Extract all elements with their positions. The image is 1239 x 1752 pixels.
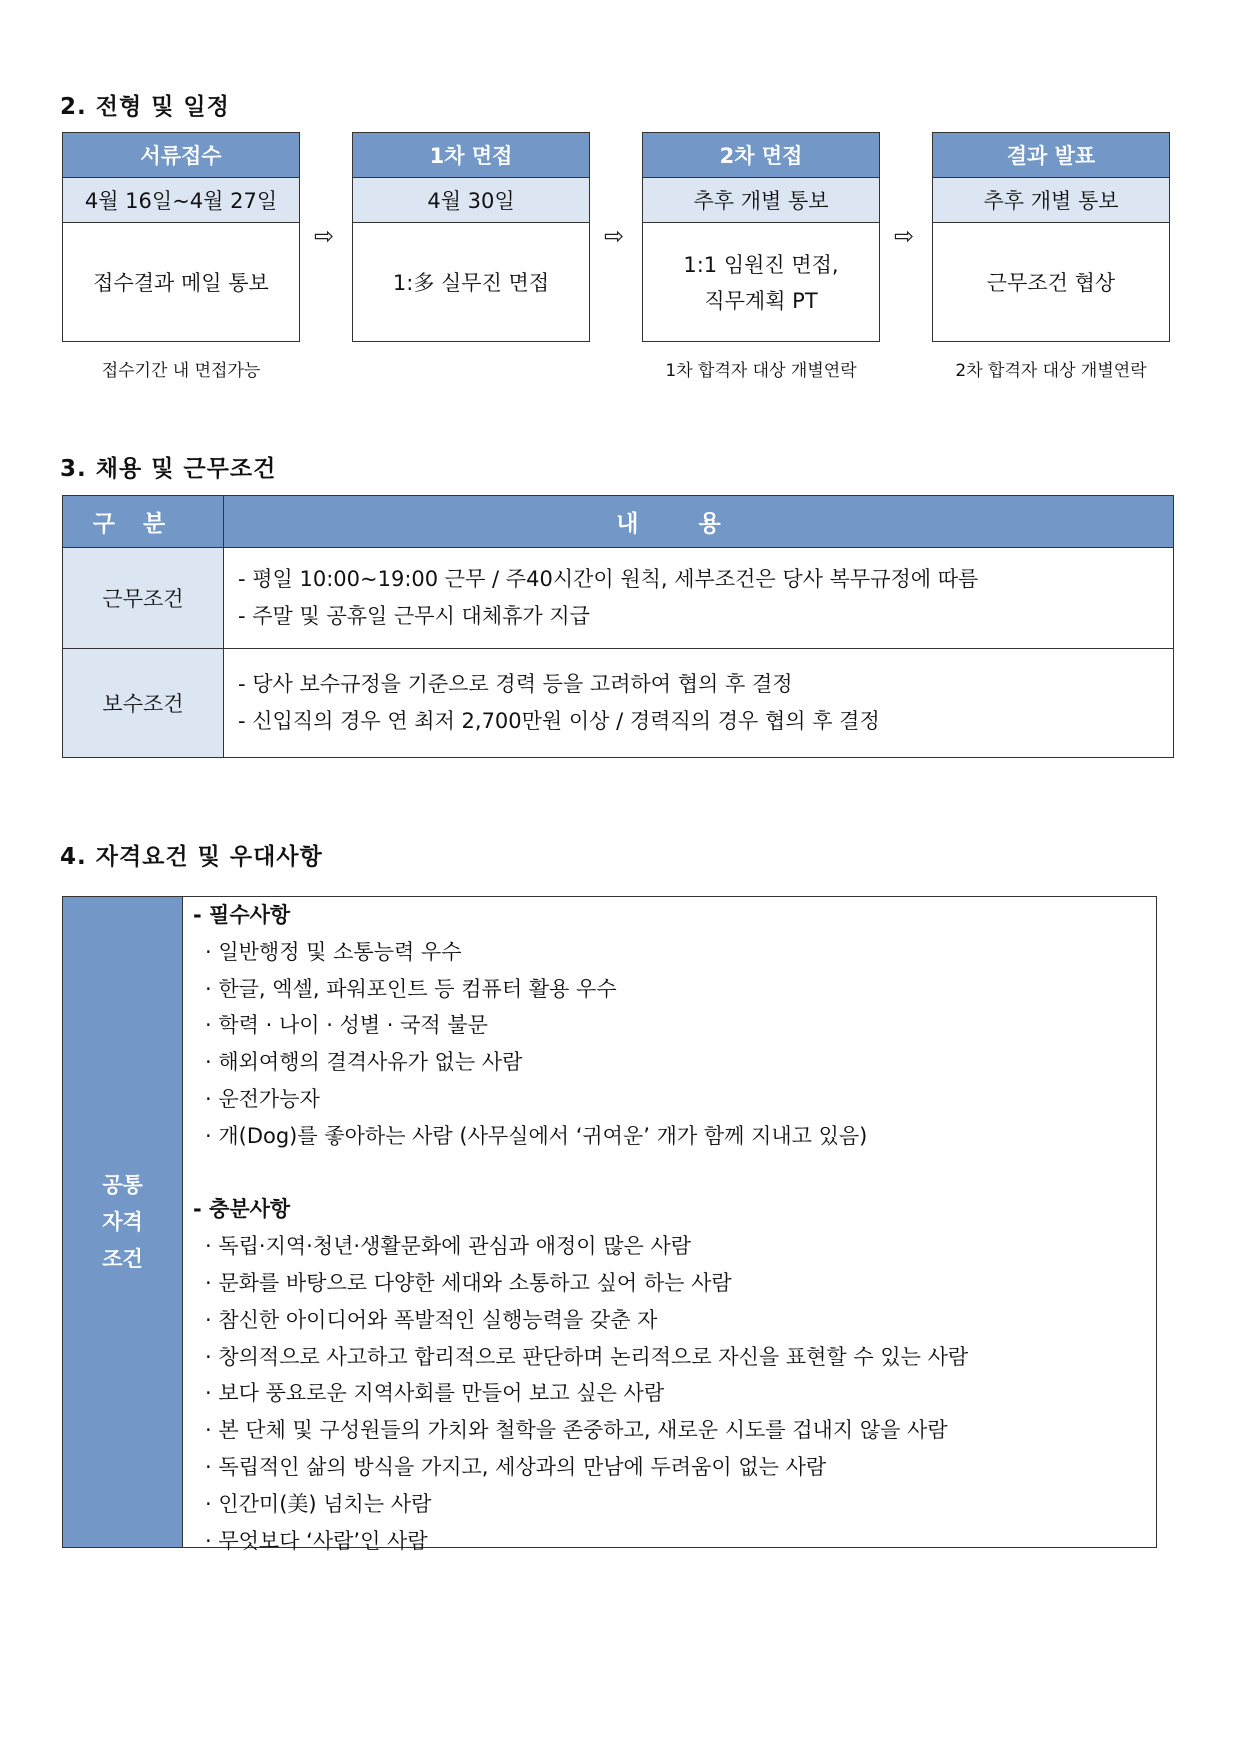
side-label-line: 조건 [102, 1246, 143, 1271]
step-date: 추후 개별 통보 [933, 178, 1169, 223]
step-date: 4월 30일 [353, 178, 589, 223]
step-body-line: 1:多 실무진 면접 [392, 271, 550, 295]
arrow-right-icon: ⇨ [604, 222, 625, 250]
qualifications-table [62, 896, 1157, 1553]
step-date: 4월 16일~4월 27일 [63, 178, 299, 223]
step-body-line: 접수결과 메일 통보 [93, 271, 269, 295]
step-second-interview [642, 132, 880, 342]
step-head: 서류접수 [63, 133, 299, 178]
list-item: · 무엇보다 ‘사람’인 사람 [205, 1528, 428, 1553]
preferred-title: - 충분사항 [193, 1197, 291, 1222]
step-note: 2차 합격자 대상 개별연락 [955, 361, 1147, 381]
step-body-line: 근무조건 협상 [986, 271, 1116, 295]
step-body-line: 직무계획 PT [704, 289, 818, 313]
row-line: - 평일 10:00~19:00 근무 / 주40시간이 원칙, 세부조건은 당사 복무규정에 따름 [238, 567, 979, 591]
list-item: · 일반행정 및 소통능력 우수 [205, 939, 462, 964]
qualifications-content [183, 897, 1156, 1553]
header-category: 구분 [63, 496, 224, 547]
table-row [63, 649, 1173, 757]
row-label: 근무조건 [63, 548, 224, 648]
side-label [63, 897, 183, 1547]
employment-conditions-table [62, 495, 1174, 758]
step-head: 2차 면접 [643, 133, 879, 178]
row-content [224, 548, 1173, 648]
list-item: · 문화를 바탕으로 다양한 세대와 소통하고 싶어 하는 사람 [205, 1270, 732, 1295]
step-body [63, 223, 299, 343]
list-item: · 개(Dog)를 좋아하는 사람 (사무실에서 ‘귀여운’ 개가 함께 지내고 있음) [205, 1123, 868, 1148]
step-body [353, 223, 589, 343]
required-title: - 필수사항 [193, 903, 291, 927]
list-item: · 본 단체 및 구성원들의 가치와 철학을 존중하고, 새로운 시도를 겁내지 않을 사람 [205, 1418, 948, 1443]
list-item: · 보다 풍요로운 지역사회를 만들어 보고 싶은 사람 [205, 1381, 665, 1406]
step-body-line: 1:1 임원진 면접, [683, 253, 839, 277]
header-content: 내용 [616, 511, 781, 537]
table-header [63, 496, 1173, 548]
step-document-submission [62, 132, 300, 342]
list-item: · 해외여행의 결격사유가 없는 사람 [205, 1050, 523, 1075]
list-item: · 참신한 아이디어와 폭발적인 실행능력을 갖춘 자 [205, 1307, 658, 1332]
list-item: · 독립·지역·청년·생활문화에 관심과 애정이 많은 사람 [205, 1234, 692, 1259]
list-item: · 인간미(美) 넘치는 사람 [205, 1491, 432, 1516]
arrow-right-icon: ⇨ [314, 222, 335, 250]
step-body [933, 223, 1169, 343]
table-row [63, 548, 1173, 649]
row-line: - 당사 보수규정을 기준으로 경력 등을 고려하여 협의 후 결정 [238, 672, 793, 696]
step-head: 결과 발표 [933, 133, 1169, 178]
list-item: · 독립적인 삶의 방식을 가지고, 세상과의 만남에 두려움이 없는 사람 [205, 1454, 827, 1479]
list-item: · 한글, 엑셀, 파워포인트 등 컴퓨터 활용 우수 [205, 976, 617, 1001]
step-first-interview [352, 132, 590, 342]
row-line: - 신입직의 경우 연 최저 2,700만원 이상 / 경력직의 경우 협의 후 결정 [238, 709, 880, 733]
step-note: 1차 합격자 대상 개별연락 [665, 361, 857, 381]
step-head: 1차 면접 [353, 133, 589, 178]
list-item: · 창의적으로 사고하고 합리적으로 판단하며 논리적으로 자신을 표현할 수 있는 사람 [205, 1344, 969, 1369]
section4-title: 4. 자격요건 및 우대사항 [60, 844, 323, 870]
row-line: - 주말 및 공휴일 근무시 대체휴가 지급 [238, 604, 590, 628]
arrow-right-icon: ⇨ [894, 222, 915, 250]
side-label-line: 공통 [102, 1172, 143, 1197]
row-content [224, 649, 1173, 757]
step-body [643, 223, 879, 343]
side-label-line: 자격 [102, 1209, 143, 1234]
spacer [193, 1155, 1146, 1192]
list-item: · 학력 · 나이 · 성별 · 국적 불문 [205, 1013, 488, 1038]
list-item: · 운전가능자 [205, 1086, 320, 1111]
step-date: 추후 개별 통보 [643, 178, 879, 223]
section3-title: 3. 채용 및 근무조건 [60, 456, 277, 482]
section2-title: 2. 전형 및 일정 [60, 94, 230, 120]
step-result-announcement [932, 132, 1170, 342]
step-note: 접수기간 내 면접가능 [101, 361, 261, 381]
row-label: 보수조건 [63, 649, 224, 757]
